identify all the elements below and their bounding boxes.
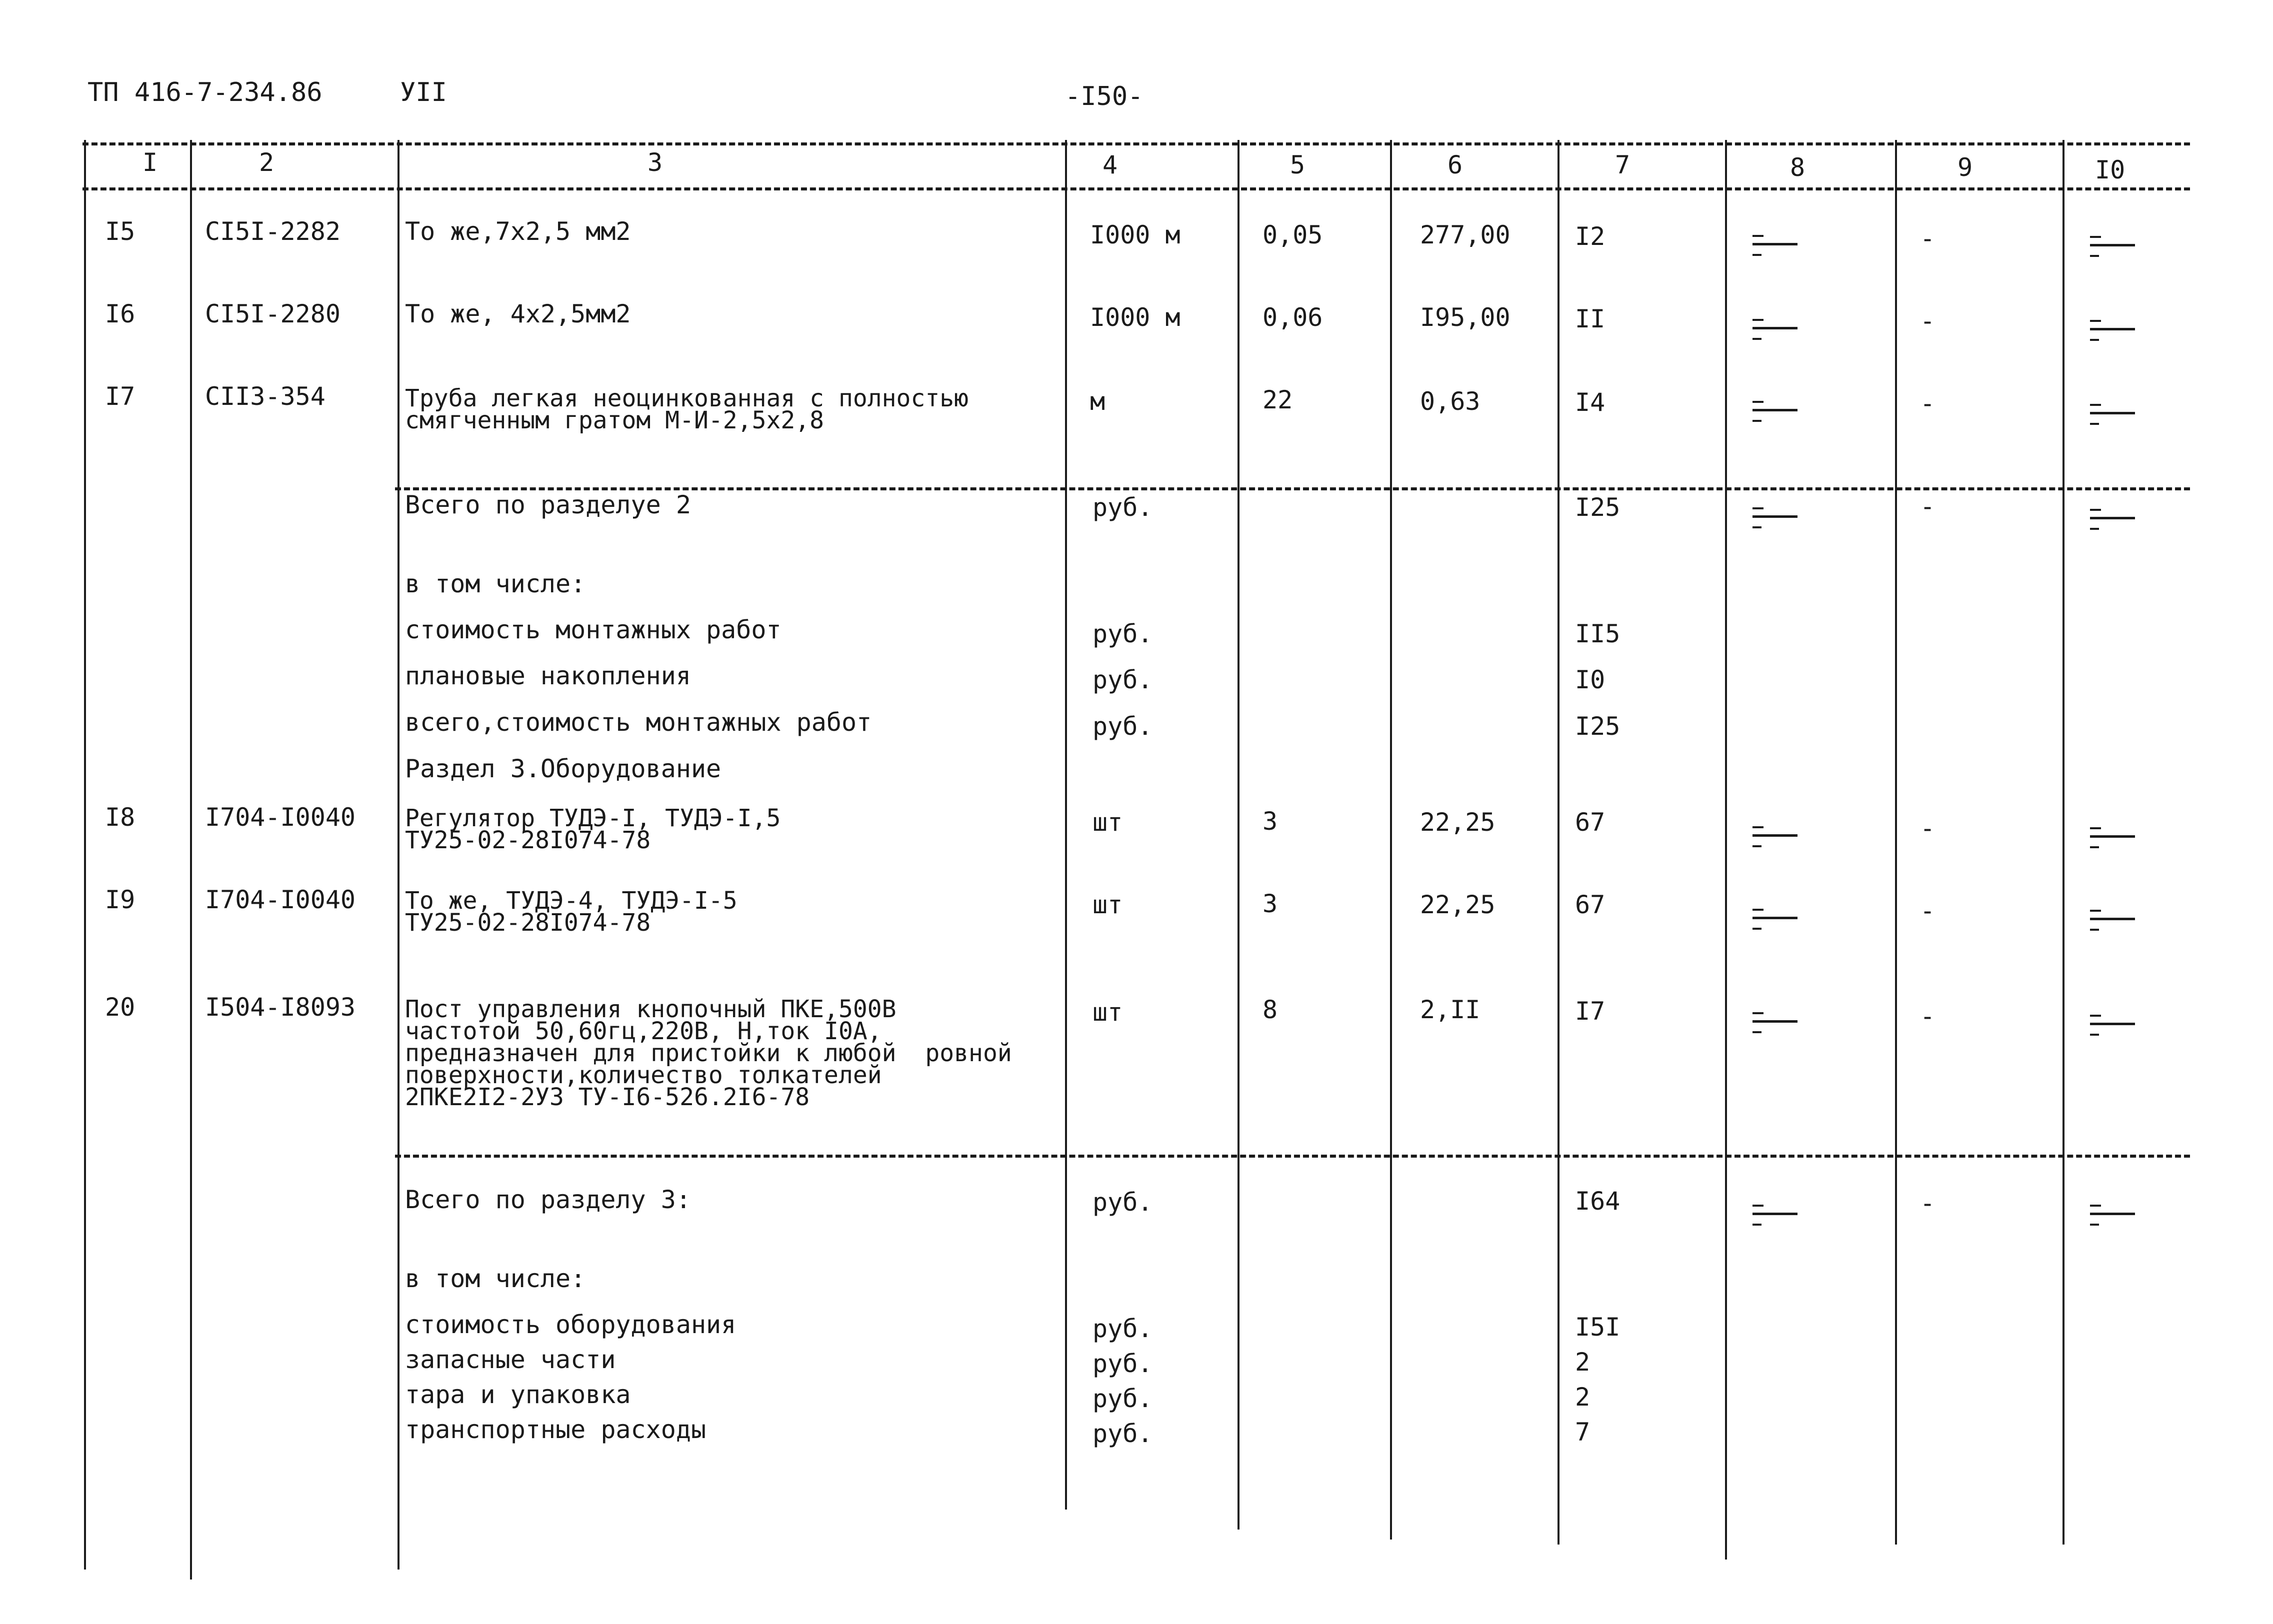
section3-separator <box>395 1155 2190 1158</box>
dash-mark <box>1752 502 1788 532</box>
section-total-label: Всего по разделуе 2 <box>405 490 691 519</box>
unit: руб. <box>1092 665 1153 694</box>
price-code: CI5I-2280 <box>205 299 340 328</box>
column-header: I <box>142 148 158 177</box>
column-header: 5 <box>1290 150 1306 179</box>
item-name-line: 2ПКЕ2I2-2У3 ТУ-I6-526.2I6-78 <box>405 1083 810 1111</box>
item-name-line: частотой 50,60гц,220В, Н,ток I0А, <box>405 1017 882 1045</box>
column-header: 9 <box>1958 153 1973 182</box>
breakdown-value: 2 <box>1575 1348 1590 1377</box>
dash-mark <box>2090 905 2125 935</box>
row-number: 20 <box>105 993 136 1022</box>
breakdown-value: 2 <box>1575 1383 1590 1412</box>
column-header: 2 <box>259 148 274 177</box>
total-cost: I25 <box>1575 493 1620 522</box>
breakdown-label: всего,стоимость монтажных работ <box>405 708 872 737</box>
breakdown-value: I25 <box>1575 712 1620 741</box>
breakdown-label: стоимость оборудования <box>405 1310 736 1339</box>
dash-mark <box>2090 315 2125 345</box>
breakdown-heading: в том числе: <box>405 1264 586 1293</box>
unit: I000 м <box>1090 220 1180 249</box>
total-cost: 67 <box>1575 890 1606 919</box>
row-number: I8 <box>105 803 136 832</box>
col9-value: - <box>1920 814 1936 843</box>
quantity: 3 <box>1262 889 1278 918</box>
section-total-label: Всего по разделу 3: <box>405 1185 691 1214</box>
price-code: I704-I0040 <box>205 803 356 832</box>
item-name: То же,7х2,5 мм2 <box>405 217 631 246</box>
quantity: 8 <box>1262 995 1278 1024</box>
item-name-line: ТУ25-02-28I074-78 <box>405 909 651 937</box>
total-cost: I4 <box>1575 388 1606 417</box>
unit-price: 0,63 <box>1420 387 1480 416</box>
quantity: 0,05 <box>1262 220 1323 249</box>
unit: руб. <box>1092 712 1153 741</box>
unit: шт <box>1092 890 1123 919</box>
column-divider <box>1065 140 1067 1510</box>
breakdown-label: тара и упаковка <box>405 1380 631 1409</box>
unit: руб. <box>1092 1314 1153 1343</box>
unit-price: 277,00 <box>1420 220 1510 249</box>
item-name-line: предназначен для пристойки к любой ровной <box>405 1039 1012 1067</box>
total-cost: I7 <box>1575 997 1606 1026</box>
price-code: CII3-354 <box>205 382 326 411</box>
quantity: 0,06 <box>1262 303 1323 332</box>
dash-mark <box>2090 822 2125 852</box>
dash-mark <box>1752 230 1788 260</box>
column-divider <box>1725 140 1727 1560</box>
column-header: 7 <box>1615 150 1630 179</box>
column-divider <box>1558 140 1560 1545</box>
col9-value: - <box>1920 492 1936 521</box>
column-divider <box>1238 140 1240 1530</box>
unit: руб. <box>1092 1349 1153 1378</box>
column-divider <box>2062 140 2064 1545</box>
item-name-line: смягченным гратом М-И-2,5х2,8 <box>405 406 824 434</box>
column-divider <box>84 140 86 1570</box>
col9-value: - <box>1920 389 1936 418</box>
row-number: I9 <box>105 885 136 914</box>
unit: м <box>1090 387 1106 416</box>
col9-value: - <box>1920 306 1936 335</box>
row-number: I7 <box>105 382 136 411</box>
column-divider <box>190 140 192 1580</box>
row-number: I6 <box>105 299 136 328</box>
dash-mark <box>1752 904 1788 934</box>
total-cost: 67 <box>1575 808 1606 837</box>
column-header: 4 <box>1102 150 1118 179</box>
page-number: -I50- <box>1065 81 1144 111</box>
breakdown-label: транспортные расходы <box>405 1415 706 1444</box>
unit: руб. <box>1092 619 1153 648</box>
breakdown-heading: в том числе: <box>405 569 586 598</box>
dash-mark <box>2090 231 2125 261</box>
dash-mark <box>1752 1200 1788 1230</box>
unit-price: 2,II <box>1420 995 1480 1024</box>
column-header: 8 <box>1790 153 1806 182</box>
dash-mark <box>2090 504 2125 534</box>
col9-value: - <box>1920 896 1936 925</box>
item-name-line: поверхности,количество толкателей <box>405 1061 882 1089</box>
dash-mark <box>1752 396 1788 426</box>
unit-price: I95,00 <box>1420 303 1510 332</box>
breakdown-label: запасные части <box>405 1345 616 1374</box>
unit-price: 22,25 <box>1420 808 1496 837</box>
dash-mark <box>1752 314 1788 344</box>
breakdown-value: 7 <box>1575 1418 1590 1447</box>
unit-price: 22,25 <box>1420 890 1496 919</box>
column-divider <box>398 140 400 1570</box>
column-header: 3 <box>648 148 663 177</box>
item-name-line: Регулятор ТУДЭ-I, ТУДЭ-I,5 <box>405 804 781 832</box>
item-name-line: То же, ТУДЭ-4, ТУДЭ-I-5 <box>405 887 738 915</box>
unit: I000 м <box>1090 303 1180 332</box>
column-header: 6 <box>1448 150 1463 179</box>
album-number: УII <box>400 77 447 107</box>
breakdown-value: I5I <box>1575 1313 1620 1342</box>
price-code: CI5I-2282 <box>205 217 340 246</box>
total-cost: I64 <box>1575 1187 1620 1216</box>
quantity: 22 <box>1262 385 1293 414</box>
unit: шт <box>1092 808 1123 837</box>
unit: шт <box>1092 998 1123 1027</box>
unit: руб. <box>1092 1384 1153 1413</box>
document-code: ТП 416-7-234.86 <box>88 77 322 107</box>
col9-value: - <box>1920 1189 1936 1218</box>
unit: руб. <box>1092 493 1153 522</box>
row-number: I5 <box>105 217 136 246</box>
dash-mark <box>2090 1200 2125 1230</box>
price-code: I504-I8093 <box>205 993 356 1022</box>
total-cost: I2 <box>1575 222 1606 251</box>
col9-value: - <box>1920 1002 1936 1031</box>
quantity: 3 <box>1262 807 1278 836</box>
dash-mark <box>1752 1007 1788 1037</box>
item-name-line: Пост управления кнопочный ПКЕ,500В <box>405 995 896 1023</box>
breakdown-label: стоимость монтажных работ <box>405 615 782 644</box>
column-header: I0 <box>2095 155 2126 184</box>
dash-mark <box>1752 821 1788 851</box>
price-code: I704-I0040 <box>205 885 356 914</box>
breakdown-label: плановые накопления <box>405 661 691 690</box>
item-name: То же, 4х2,5мм2 <box>405 299 631 328</box>
section-heading: Раздел 3.Оборудование <box>405 754 722 783</box>
breakdown-value: II5 <box>1575 619 1620 648</box>
unit: руб. <box>1092 1419 1153 1448</box>
dash-mark <box>2090 1010 2125 1040</box>
item-name-line: Труба легкая неоцинкованная с полностью <box>405 384 969 412</box>
column-divider <box>1390 140 1392 1540</box>
item-name-line: ТУ25-02-28I074-78 <box>405 826 651 854</box>
col9-value: - <box>1920 224 1936 253</box>
breakdown-value: I0 <box>1575 665 1606 694</box>
total-cost: II <box>1575 304 1606 333</box>
dash-mark <box>2090 399 2125 429</box>
column-divider <box>1895 140 1897 1545</box>
unit: руб. <box>1092 1188 1153 1217</box>
